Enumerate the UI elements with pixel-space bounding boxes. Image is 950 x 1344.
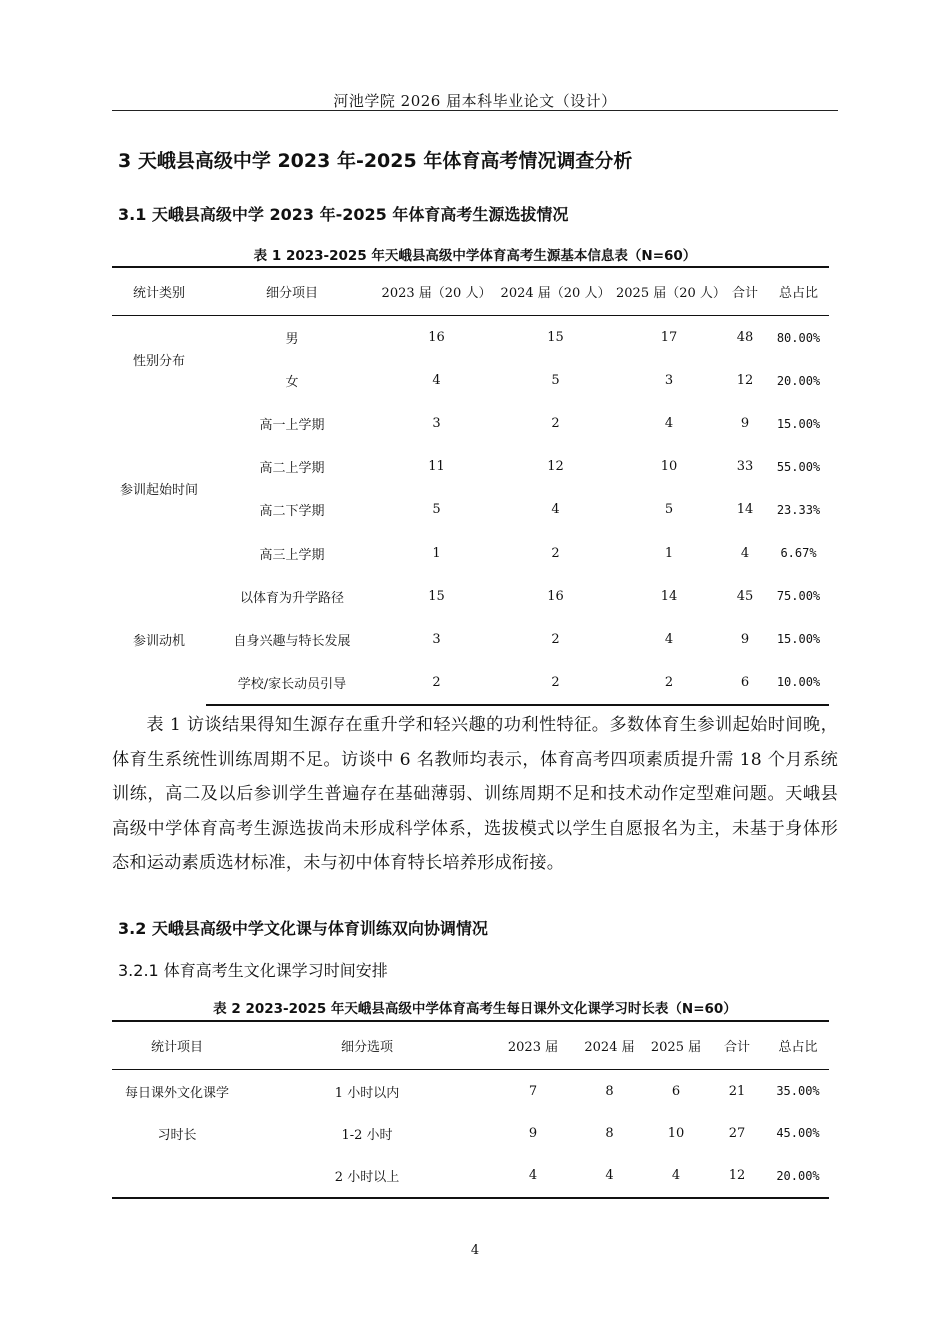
table-row — [112, 661, 829, 705]
table-cell: 9 — [740, 416, 750, 432]
table1-header: 2025 届（20 人） — [616, 286, 726, 301]
table2-category-line1: 每日课外文化课学 — [124, 1085, 229, 1101]
table-cell: 15 — [428, 588, 445, 604]
table-cell: 4 — [551, 502, 560, 518]
table-cell: 6.67% — [780, 546, 817, 561]
table-cell: 高二上学期 — [259, 461, 325, 477]
table1-header: 总占比 — [778, 286, 818, 301]
running-header: 河池学院 2026 届本科毕业论文（设计） — [333, 92, 617, 110]
table-cell: 14 — [736, 502, 754, 518]
table-cell: 1-2 小时 — [341, 1127, 393, 1143]
table2-header: 2025 届 — [650, 1040, 702, 1055]
table-cell: 1 — [432, 545, 441, 561]
table-cell: 15.00% — [776, 416, 821, 431]
table-cell: 4 — [432, 373, 441, 389]
section-title: 3 天峨县高级中学 2023 年-2025 年体育高考情况调查分析 — [118, 150, 633, 172]
table1-header: 细分项目 — [265, 286, 318, 301]
table-row — [112, 1155, 829, 1198]
table-cell: 75.00% — [776, 589, 821, 604]
paragraph-text: 表 1 访谈结果得知生源存在重升学和轻兴趣的功利性特征。多数体育生参训起始时间晚，体育生系统性训练周期不足。访谈中 6 名教师均表示，体育高考四项素质提升需 18 个月系统训练，高二及以后参训学生普遍存在基础薄弱、训练周期不足和技术动作定型难问题。天峨县高级中学体育高考生源选拔尚未形成科学体系，选拔模式以学生自愿报名为主，未基于身体形态和运动素质选材标准，未与初中体育特长培养形成衔接。 — [112, 715, 838, 874]
table-cell: 10 — [667, 1125, 685, 1141]
table-cell: 4 — [664, 631, 674, 647]
table1-category: 参训起始时间 — [119, 482, 198, 498]
table2-header: 2023 届 — [507, 1040, 559, 1055]
table-cell: 27 — [728, 1125, 746, 1141]
table-cell: 4 — [664, 416, 674, 432]
table-cell: 自身兴趣与特长发展 — [233, 633, 351, 649]
table-cell: 14 — [660, 588, 678, 604]
table-cell: 4 — [492, 1155, 574, 1198]
table-cell: 10.00% — [768, 661, 829, 705]
table-cell: 2 — [551, 545, 560, 561]
table2-header: 合计 — [723, 1040, 750, 1055]
table1-category: 参训动机 — [132, 634, 185, 650]
table-cell: 4 — [645, 1155, 707, 1198]
table1-header-row — [112, 267, 829, 316]
table-cell: 6 — [722, 661, 768, 705]
table2-category-line2: 习时长 — [157, 1127, 197, 1143]
subsubsection-title-3-2-1: 3.2.1 体育高考生文化课学习时间安排 — [118, 961, 388, 980]
table-cell: 48 — [736, 330, 754, 346]
table2-header-row — [112, 1021, 829, 1070]
table2-header: 细分选项 — [340, 1040, 393, 1055]
table2-header: 2024 届 — [584, 1040, 635, 1055]
table-cell: 15.00% — [776, 632, 821, 647]
table-cell: 80.00% — [776, 330, 821, 345]
table-cell: 9 — [740, 631, 750, 647]
table-cell: 2 小时以上 — [242, 1155, 492, 1198]
table-row — [112, 402, 829, 445]
table-cell: 3 — [432, 631, 441, 647]
table-cell: 3 — [432, 416, 441, 432]
header-rule — [112, 110, 838, 111]
table-row — [112, 1070, 829, 1113]
table-cell: 16 — [428, 330, 445, 346]
page-number: 4 — [470, 1243, 480, 1258]
table-cell: 2 — [551, 631, 560, 647]
table-cell: 11 — [428, 459, 445, 475]
table-cell: 女 — [285, 375, 299, 391]
table-cell: 17 — [660, 330, 678, 346]
table-cell: 学校/家长动员引导 — [206, 661, 378, 705]
table1-header: 2023 届（20 人） — [381, 286, 492, 301]
table-cell: 高一上学期 — [259, 418, 325, 434]
table-row — [112, 531, 829, 574]
table1-category: 性别分布 — [132, 353, 185, 369]
table-cell: 2 — [378, 661, 495, 705]
table-cell: 33 — [736, 459, 754, 475]
table-cell: 2 — [495, 661, 616, 705]
table-cell: 5 — [551, 373, 560, 389]
table2-header: 统计项目 — [150, 1040, 203, 1055]
table1-header: 统计类别 — [132, 286, 185, 301]
table2 — [112, 1020, 829, 1199]
table2-header: 总占比 — [778, 1040, 818, 1055]
table-cell: 6 — [671, 1083, 681, 1099]
table-row — [112, 359, 829, 402]
table-cell: 5 — [664, 502, 674, 518]
table2-caption: 表 2 2023-2025 年天峨县高级中学体育高考生每日课外文化课学习时长表（N=60） — [213, 1001, 737, 1017]
table-cell: 12 — [547, 459, 564, 475]
table1-header: 合计 — [731, 286, 758, 301]
table-cell: 1 小时以内 — [334, 1085, 400, 1101]
table-cell: 5 — [432, 502, 441, 518]
body-paragraph — [112, 708, 838, 881]
table-cell: 55.00% — [776, 459, 821, 474]
table-cell: 8 — [605, 1125, 614, 1141]
table-cell: 2 — [616, 661, 722, 705]
table-cell: 45 — [736, 588, 754, 604]
table-cell: 21 — [728, 1083, 746, 1099]
table-cell-empty — [112, 1155, 242, 1198]
table-cell: 4 — [740, 545, 750, 561]
table-cell: 4 — [574, 1155, 645, 1198]
table-cell: 10 — [660, 459, 678, 475]
table-row — [112, 445, 829, 488]
table-cell: 12 — [707, 1155, 767, 1198]
table-row — [112, 618, 829, 661]
table1-header: 2024 届（20 人） — [500, 286, 611, 301]
table-cell: 45.00% — [776, 1126, 820, 1141]
table-cell: 23.33% — [776, 502, 821, 517]
table-row — [112, 316, 829, 360]
table-cell: 20.00% — [767, 1155, 829, 1198]
table-cell: 20.00% — [776, 373, 821, 388]
table1-caption: 表 1 2023-2025 年天峨县高级中学体育高考生源基本信息表（N=60） — [253, 248, 697, 264]
table-cell: 2 — [551, 416, 560, 432]
subsection-title-3-1: 3.1 天峨县高级中学 2023 年-2025 年体育高考生源选拔情况 — [118, 205, 569, 224]
table-cell: 35.00% — [776, 1084, 820, 1099]
table-cell: 7 — [528, 1083, 538, 1099]
table-cell: 3 — [664, 373, 674, 389]
table-cell: 男 — [285, 332, 299, 348]
table-row — [112, 488, 829, 531]
table-cell: 以体育为升学路径 — [239, 590, 344, 606]
table-row — [112, 575, 829, 618]
table-cell: 15 — [547, 330, 564, 346]
table-cell: 1 — [664, 545, 674, 561]
subsection-title-3-2: 3.2 天峨县高级中学文化课与体育训练双向协调情况 — [118, 919, 488, 938]
table-cell: 9 — [528, 1125, 538, 1141]
table-cell: 高三上学期 — [259, 547, 325, 563]
table1 — [112, 266, 829, 706]
table-cell: 8 — [605, 1083, 614, 1099]
table-row — [112, 1112, 829, 1154]
table-cell: 16 — [547, 588, 564, 604]
table-cell: 12 — [736, 373, 754, 389]
table-cell: 高二下学期 — [259, 504, 325, 520]
